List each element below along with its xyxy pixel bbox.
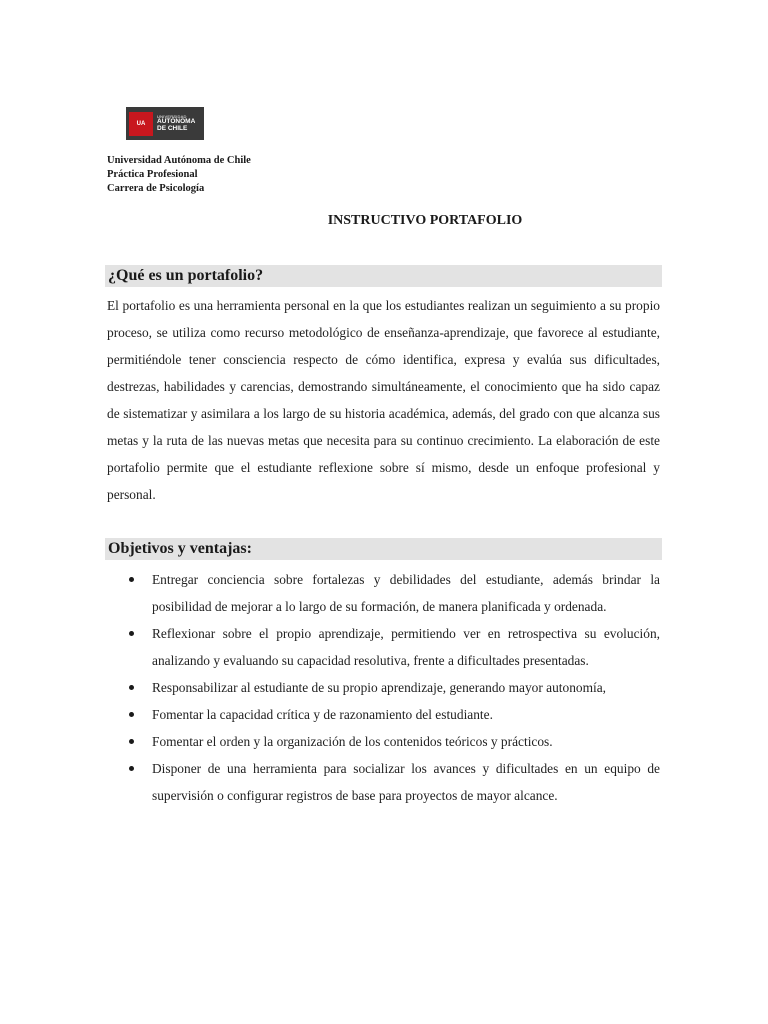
bullet-icon [129, 766, 134, 771]
objectives-list [107, 566, 660, 809]
logo-line-1: UNIVERSIDAD [157, 114, 187, 119]
list-item [107, 620, 660, 674]
institution-name: Universidad Autónoma de Chile [107, 155, 251, 166]
list-item-text: Responsabilizar al estudiante de su propio aprendizaje, generando mayor autonomía, [152, 680, 607, 695]
logo-line-3: DE CHILE [157, 124, 188, 132]
institution-block [107, 154, 251, 196]
bullet-icon [129, 631, 134, 636]
list-item [107, 701, 660, 728]
list-item-text: Fomentar el orden y la organización de los contenidos teóricos y prácticos. [152, 734, 553, 749]
logo-mark-text: UA [136, 120, 146, 127]
section-body-portafolio: El portafolio es una herramienta personal en la que los estudiantes realizan un seguimiento a su propio proceso, se utiliza como recurso metodológico de enseñanza-aprendizaje, que favorece al estudiante, permitiéndole tener consciencia respecto de cómo identifica, expresa y evalúa sus dificultades, destrezas, habilidades y carencias, demostrando simultáneamente, el conocimiento que ha sido capaz de sistematizar y asimilara a los largo de su historia académica, además, del grado con que alcanza sus metas y la ruta de las nuevas metas que necesita para su continuo crecimiento. La elaboración de este portafolio permite que el estudiante reflexione sobre sí mismo, desde un enfoque profesional y personal. [107, 298, 660, 502]
logo-mark-icon [129, 112, 153, 136]
career-name: Carrera de Psicología [107, 183, 205, 194]
section-heading-objetivos: Objetivos y ventajas: [105, 538, 662, 560]
list-item-text: Reflexionar sobre el propio aprendizaje, permitiendo ver en retrospectiva su evolución, analizando y evaluando su capacidad resolutiva, frente a dificultades presentadas. [152, 626, 660, 668]
logo-wordmark [157, 115, 195, 132]
list-item [107, 728, 660, 755]
list-item-text: Disponer de una herramienta para socializar los avances y dificultades en un equipo de supervisión o configurar registros de base para proyectos de mayor alcance. [152, 761, 660, 803]
list-item-text: Entregar conciencia sobre fortalezas y debilidades del estudiante, además brindar la posibilidad de mejorar a lo largo de su formación, de manera planificada y ordenada. [152, 572, 660, 614]
bullet-icon [129, 712, 134, 717]
bullet-icon [129, 739, 134, 744]
program-name: Práctica Profesional [107, 169, 198, 180]
list-item [107, 674, 660, 701]
document-title: INSTRUCTIVO PORTAFOLIO [327, 213, 523, 228]
list-item [107, 566, 660, 620]
bullet-icon [129, 685, 134, 690]
university-logo [126, 107, 204, 140]
section-heading-portafolio: ¿Qué es un portafolio? [105, 265, 662, 287]
bullet-icon [129, 577, 134, 582]
logo-line-2: AUTÓNOMA [157, 118, 196, 125]
list-item-text: Fomentar la capacidad crítica y de razonamiento del estudiante. [152, 707, 493, 722]
list-item [107, 755, 660, 809]
